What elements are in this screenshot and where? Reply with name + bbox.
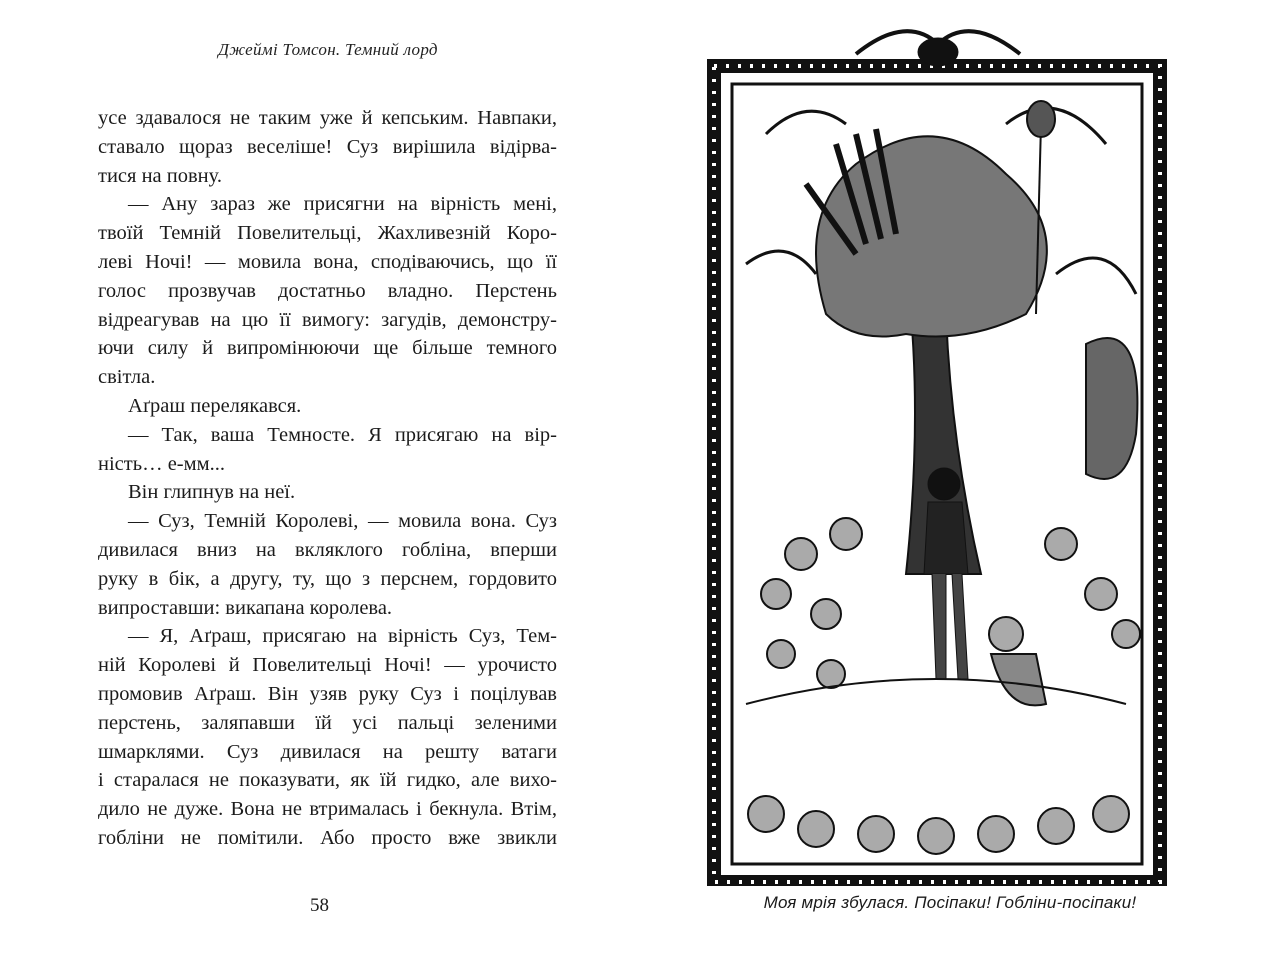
text-line: промовив Аґраш. Він узяв руку Суз і поцілував [98, 682, 557, 705]
text-line: світла. [98, 366, 156, 389]
text-line: Він глипнув на неї. [128, 481, 296, 504]
ground [746, 679, 1126, 704]
text-line: випроставши: викапана королева. [98, 596, 393, 619]
text-line: відреагував на цю її вимогу: загудів, демонстру- [98, 308, 557, 331]
text-line: дило не дуже. Вона не втрималась і бекнула. Втім, [98, 798, 557, 821]
text-line: усе здавалося не таким уже й кепським. Навпаки, [98, 107, 557, 129]
illustration-caption: Моя мрія збулася. Посіпаки! Гобліни-посіпаки! [763, 893, 1137, 912]
text-line: і старалася не показувати, як їй гидко, але вихо- [98, 769, 557, 792]
text-line: ючи силу й випромінюючи ще більше темного [98, 337, 557, 360]
text-line: ність… е-мм... [98, 452, 225, 475]
text-line: леві Ночі! — мовила вона, сподіваючись, що її [98, 250, 557, 273]
text-line: ній Королеві й Повелительці Ночі! — урочисто [98, 654, 557, 677]
text-line: голос прозвучав достатньо владно. Перстень [98, 279, 557, 302]
text-line: шмарклями. Суз дивилася на решту ватаги [98, 740, 557, 763]
text-line: Аґраш перелякався. [128, 394, 302, 417]
text-line: гобліни не помітили. Або просто вже звикли [98, 826, 557, 849]
text-line: — Суз, Темній Королеві, — мовила вона. Суз [128, 510, 557, 533]
body-text [98, 104, 557, 853]
text-line: перстень, заляпавши їй усі пальці зеленими [98, 711, 557, 734]
text-line: дивилася вниз на вкляклого гобліна, вперши [98, 538, 557, 561]
text-line: — Так, ваша Темносте. Я присягаю на вір- [128, 423, 557, 446]
text-line: твоїй Темній Повелительці, Жахливезній Коро- [98, 222, 557, 245]
text-line: — Ану зараз же присягни на вірність мені, [128, 193, 557, 216]
page-number: 58 [310, 895, 329, 916]
illustration-goblins-tree [706, 14, 1170, 886]
text-line: ставало щораз веселіше! Суз вирішила відірва- [98, 135, 557, 158]
text-line: — Я, Аґраш, присягаю на вірність Суз, Тем- [128, 625, 557, 648]
text-line: руку в бік, а другу, ту, що з перснем, гордовито [98, 567, 557, 590]
running-head: Джеймі Томсон. Темний лорд [218, 40, 438, 59]
text-line: тися на повну. [98, 164, 222, 187]
